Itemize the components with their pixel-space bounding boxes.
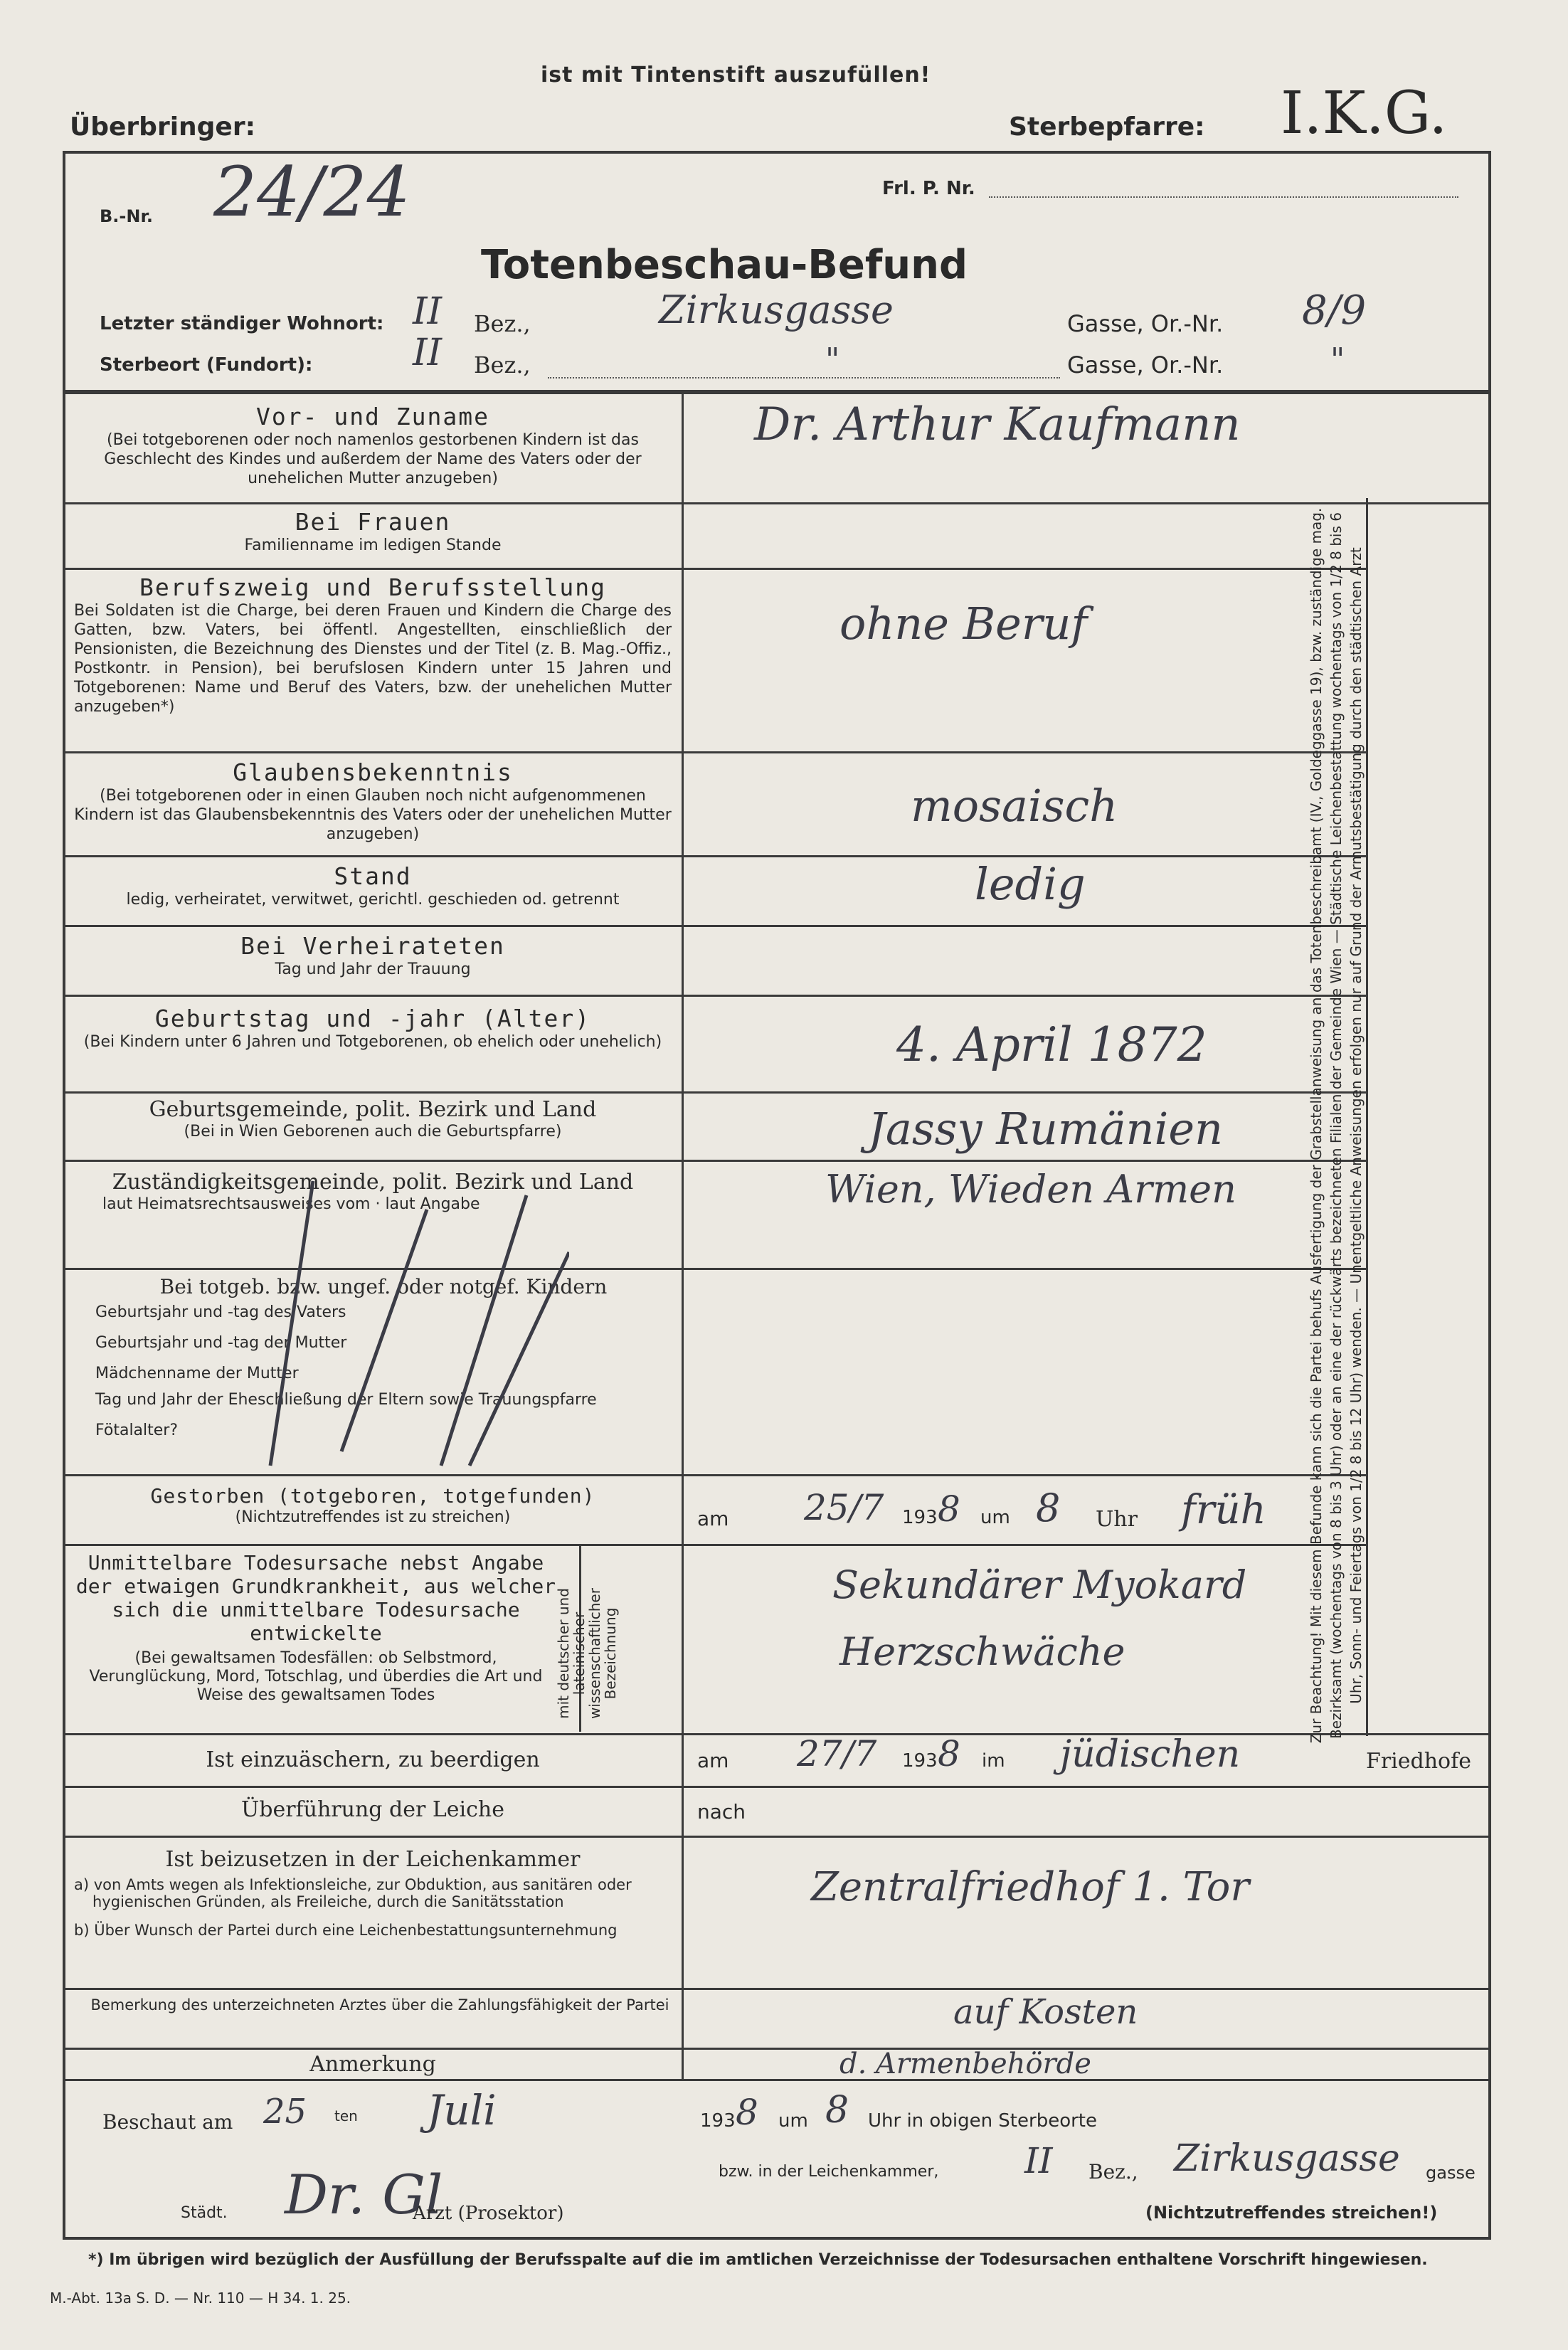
row-beruf-title: Berufszweig und Berufsstellung bbox=[139, 573, 607, 601]
gestorben-uhr: Uhr bbox=[1096, 1507, 1138, 1532]
kammer-bez-label: Bez., bbox=[1088, 2160, 1138, 2184]
beschaut-day: 25 bbox=[263, 2092, 307, 2132]
einaeschern-year-label: 193 bbox=[902, 1750, 938, 1772]
column-divider bbox=[682, 393, 684, 2079]
row-sep bbox=[65, 2079, 1488, 2081]
kammer-label: bzw. in der Leichenkammer, bbox=[719, 2163, 939, 2181]
totgeb-title: Bei totgeb. bzw. ungef. oder notgef. Kindern bbox=[159, 1275, 608, 1298]
row-verheiratet-label bbox=[74, 932, 672, 979]
einaeschern-am: am bbox=[697, 1749, 729, 1772]
frl-label: Frl. P. Nr. bbox=[882, 178, 975, 199]
row-sep bbox=[65, 1786, 1488, 1788]
staedt-label: Städt. bbox=[181, 2204, 228, 2222]
ueberfuehrung-label: Überführung der Leiche bbox=[240, 1797, 505, 1822]
row-geburt-note: (Bei Kindern unter 6 Jahren und Totgeborenen, ob ehelich oder unehelich) bbox=[83, 1033, 662, 1051]
wohnort-bez-label: Bez., bbox=[474, 310, 531, 337]
einaeschern-year: 8 bbox=[938, 1733, 960, 1774]
row-beruf-value: ohne Beruf bbox=[839, 598, 1088, 650]
sterbeort-bez-value: II bbox=[413, 332, 443, 374]
gestorben-hour: 8 bbox=[1036, 1486, 1061, 1530]
kammer-gasse-value: Zirkusgasse bbox=[1174, 2137, 1400, 2180]
einaeschern-im: im bbox=[982, 1750, 1005, 1772]
sterbeort-nr-value: " bbox=[1330, 342, 1345, 378]
gestorben-title: Gestorben (totgeboren, totgefunden) bbox=[150, 1484, 595, 1508]
form-title: Totenbeschau-Befund bbox=[481, 242, 968, 288]
leichenkammer-b: b) Über Wunsch der Partei durch eine Leichenbestattungsunternehmung bbox=[74, 1922, 618, 1939]
wohnort-gasse-value: Zirkusgasse bbox=[659, 287, 894, 332]
sterbeort-gasse-dots bbox=[548, 377, 1060, 379]
table-top-border bbox=[65, 390, 1488, 394]
kammer-gasse-label: gasse bbox=[1426, 2163, 1476, 2183]
gestorben-label bbox=[74, 1484, 672, 1527]
row-sep bbox=[65, 568, 1367, 570]
row-zustaendig-value: Wien, Wieden Armen bbox=[825, 1167, 1236, 1212]
strike-through-marks bbox=[128, 1167, 569, 1480]
row-stand-title: Stand bbox=[334, 862, 412, 890]
gestorben-date: 25/7 bbox=[804, 1487, 884, 1528]
doctor-signature: Dr. Gl bbox=[285, 2163, 443, 2226]
einaeschern-friedhofe: Friedhofe bbox=[1366, 1749, 1471, 1774]
row-sep bbox=[65, 1733, 1488, 1735]
row-stand-note: ledig, verheiratet, verwitwet, gerichtl. geschieden od. getrennt bbox=[126, 891, 620, 909]
side-note-divider bbox=[1366, 498, 1368, 1736]
row-sep bbox=[65, 1091, 1367, 1094]
row-frauen-note: Familienname im ledigen Stande bbox=[244, 536, 502, 554]
gestorben-note: (Nichtzutreffendes ist zu streichen) bbox=[235, 1508, 511, 1526]
streichen-note: (Nichtzutreffendes streichen!) bbox=[1145, 2203, 1438, 2223]
totgeb-line: Fötalalter? bbox=[95, 1422, 179, 1439]
kammer-bez-value: II bbox=[1024, 2140, 1053, 2181]
totgeb-line: Geburtsjahr und -tag des Vaters bbox=[95, 1303, 346, 1321]
wohnort-gasse-label: Gasse, Or.-Nr. bbox=[1067, 310, 1224, 337]
leichenkammer-title: Ist beizusetzen in der Leichenkammer bbox=[165, 1847, 581, 1872]
bemerkung-label: Bemerkung des unterzeichneten Arztes über die Zahlungsfähigkeit der Partei bbox=[90, 1996, 669, 2013]
ursache-side-note: mit deutscher und lateinischer wissenschaftlicher Bezeichnung bbox=[555, 1588, 619, 1719]
totgeb-line: Geburtsjahr und -tag der Mutter bbox=[95, 1334, 347, 1352]
beschaut-year-label: 193 bbox=[700, 2110, 736, 2132]
row-sep bbox=[65, 1544, 1367, 1546]
sterbepfarre-stamp: I.K.G. bbox=[1281, 80, 1448, 147]
row-name-value: Dr. Arthur Kaufmann bbox=[754, 398, 1241, 451]
beschaut-month: Juli bbox=[427, 2086, 497, 2134]
ursache-label bbox=[74, 1551, 558, 1705]
row-beruf-note: Bei Soldaten ist die Charge, bei deren Frauen und Kindern die Charge des Gatten, bzw. Vaters, bei öffentl. Angestellten, einschließlich der Pensionisten, die Bezeichnung des Dienstes und der Titel (z. B. Mag.-Offiz., Postkontr. in Pension), bei berufslosen Kindern unter 15 Jahren und Totgeborenen: Name und Beruf des Vaters, bzw. der unehelichen Mutter anzugeben*) bbox=[74, 602, 672, 716]
ursache-line1: Sekundärer Myokard bbox=[832, 1562, 1247, 1607]
wohnort-bez-value: II bbox=[413, 290, 443, 333]
row-glaube-label bbox=[74, 758, 672, 844]
beschaut-hour: 8 bbox=[825, 2089, 849, 2132]
row-name-note: (Bei totgeborenen oder noch namenlos gestorbenen Kindern ist das Geschlecht des Kindes und außerdem der Name des Vaters oder der unehelichen Mutter anzugeben) bbox=[104, 431, 642, 487]
gestorben-um: um bbox=[980, 1507, 1010, 1528]
row-geburt-label bbox=[74, 1005, 672, 1052]
frl-field bbox=[989, 196, 1458, 198]
leichenkammer-value: Zentralfriedhof 1. Tor bbox=[811, 1864, 1250, 1910]
footnote: *) Im übrigen wird bezüglich der Ausfüllung der Berufsspalte auf die im amtlichen Verzeichnisse der Todesursachen enthaltene Vorschrift hingewiesen. bbox=[88, 2251, 1428, 2269]
row-beruf-label bbox=[74, 573, 672, 716]
leichenkammer-label bbox=[74, 1847, 672, 1939]
row-sep bbox=[65, 1988, 1488, 1990]
leichenkammer-a: a) von Amts wegen als Infektionsleiche, zur Obduktion, aus sanitären oder hygienischen Gründen, als Freileiche, durch die Sanitätsstation bbox=[74, 1876, 632, 1910]
row-verheiratet-note: Tag und Jahr der Trauung bbox=[275, 960, 471, 978]
row-sep bbox=[65, 1160, 1367, 1162]
beschaut-label: Beschaut am bbox=[102, 2110, 233, 2134]
einaeschern-date: 27/7 bbox=[797, 1733, 877, 1774]
beschaut-um: um bbox=[778, 2110, 808, 2132]
row-sep bbox=[65, 925, 1367, 927]
row-zustaendig-title: Zuständigkeitsgemeinde, polit. Bezirk und Land bbox=[112, 1170, 634, 1195]
row-verheiratet-title: Bei Verheirateten bbox=[240, 932, 505, 960]
wohnort-nr-value: 8/9 bbox=[1302, 287, 1367, 334]
ursache-line2: Herzschwäche bbox=[839, 1629, 1125, 1674]
bemerkung-value: auf Kosten bbox=[953, 1992, 1138, 2032]
row-geburtsort-note: (Bei in Wien Geborenen auch die Geburtspfarre) bbox=[184, 1123, 562, 1140]
sterbepfarre-label: Sterbepfarre: bbox=[1009, 112, 1205, 142]
row-stand-label bbox=[74, 862, 672, 909]
instruction-note: ist mit Tintenstift auszufüllen! bbox=[541, 63, 931, 88]
ursache-title: Unmittelbare Todesursache nebst Angabe der etwaigen Grundkrankheit, aus welcher sich die unmittelbare Todesursache entwickelte bbox=[75, 1551, 556, 1645]
beschaut-rest: Uhr in obigen Sterbeorte bbox=[868, 2110, 1097, 2132]
row-stand-value: ledig bbox=[975, 858, 1086, 910]
einaeschern-place: jüdischen bbox=[1060, 1733, 1241, 1776]
row-name-label bbox=[74, 403, 672, 488]
wohnort-label: Letzter ständiger Wohnort: bbox=[100, 313, 384, 334]
gestorben-year: 8 bbox=[938, 1488, 960, 1530]
row-zustaendig-note: laut Heimatsrechtsausweises vom · laut Angabe bbox=[102, 1195, 480, 1213]
ueberfuehrung-nach: nach bbox=[697, 1800, 746, 1824]
row-name-title: Vor- und Zuname bbox=[255, 403, 489, 430]
anmerkung-label: Anmerkung bbox=[309, 2052, 436, 2077]
ursache-note: (Bei gewaltsamen Todesfällen: ob Selbstmord, Verunglückung, Mord, Totschlag, und überdies die Art und Weise des gewaltsamen Todes bbox=[89, 1649, 543, 1704]
gestorben-am: am bbox=[697, 1507, 729, 1530]
row-frauen-label bbox=[74, 508, 672, 555]
sterbeort-gasse-value: " bbox=[825, 342, 840, 378]
ueberbringer-label: Überbringer: bbox=[70, 112, 255, 142]
row-sep bbox=[65, 751, 1367, 753]
row-geburtsort-label bbox=[74, 1097, 672, 1141]
print-code: M.-Abt. 13a S. D. — Nr. 110 — H 34. 1. 25. bbox=[50, 2290, 351, 2307]
row-sep bbox=[65, 855, 1367, 857]
row-glaube-note: (Bei totgeborenen oder in einen Glauben noch nicht aufgenommenen Kindern ist das Glaubensbekenntnis des Vaters oder der unehelichen Mutter anzugeben) bbox=[74, 787, 672, 843]
anmerkung-value: d. Armenbehörde bbox=[839, 2048, 1091, 2080]
row-sep bbox=[65, 2048, 1488, 2050]
arzt-label: Arzt (Prosektor) bbox=[413, 2203, 564, 2224]
gestorben-time-note: früh bbox=[1181, 1487, 1266, 1533]
row-geburtsort-title: Geburtsgemeinde, polit. Bezirk und Land bbox=[149, 1097, 597, 1122]
sterbeort-bez-label: Bez., bbox=[474, 351, 531, 379]
bnr-value: 24/24 bbox=[213, 152, 410, 232]
gestorben-year-label: 193 bbox=[902, 1507, 938, 1528]
row-geburt-title: Geburtstag und -jahr (Alter) bbox=[154, 1005, 591, 1032]
totgeb-line: Mädchenname der Mutter bbox=[95, 1365, 299, 1382]
row-glaube-value: mosaisch bbox=[911, 780, 1118, 832]
bnr-label: B.-Nr. bbox=[100, 206, 153, 226]
side-instruction-note: Zur Beachtung! Mit diesem Befunde kann sich die Partei behufs Ausfertigung der Grabstellanweisung an das Totenbeschreibamt (IV., Goldeggasse 19), bzw. zuständige mag. Bezirksamt (wochentags von 8 bis 3 Uhr) oder an eine der rückwärts bezeichneten Filialen der Gemeinde Wien — Städtische Leichenbestattung wochentags von 1/2 8 bis 6 Uhr, Sonn- und Feiertags von 1/2 8 bis 12 Uhr) wenden. — Unentgeltliche Anweisungen erfolgen nur auf Grund der Armutsbestätigung durch den städtischen Arzt bbox=[1308, 507, 1365, 1744]
row-sep bbox=[65, 502, 1488, 504]
totgeb-line: Tag und Jahr der Eheschließung der Eltern sowie Trauungspfarre bbox=[95, 1391, 597, 1409]
beschaut-year: 8 bbox=[736, 2092, 758, 2133]
row-geburtsort-value: Jassy Rumänien bbox=[868, 1103, 1223, 1155]
row-glaube-title: Glaubensbekenntnis bbox=[233, 758, 513, 786]
sterbeort-label: Sterbeort (Fundort): bbox=[100, 354, 313, 376]
row-sep bbox=[65, 1836, 1488, 1838]
row-geburt-value: 4. April 1872 bbox=[896, 1017, 1207, 1072]
einaeschern-label: Ist einzuäschern, zu beerdigen bbox=[206, 1747, 540, 1772]
row-sep bbox=[65, 995, 1367, 997]
beschaut-ten: ten bbox=[334, 2107, 358, 2124]
row-frauen-title: Bei Frauen bbox=[295, 508, 451, 536]
sterbeort-gasse-label: Gasse, Or.-Nr. bbox=[1067, 351, 1224, 379]
